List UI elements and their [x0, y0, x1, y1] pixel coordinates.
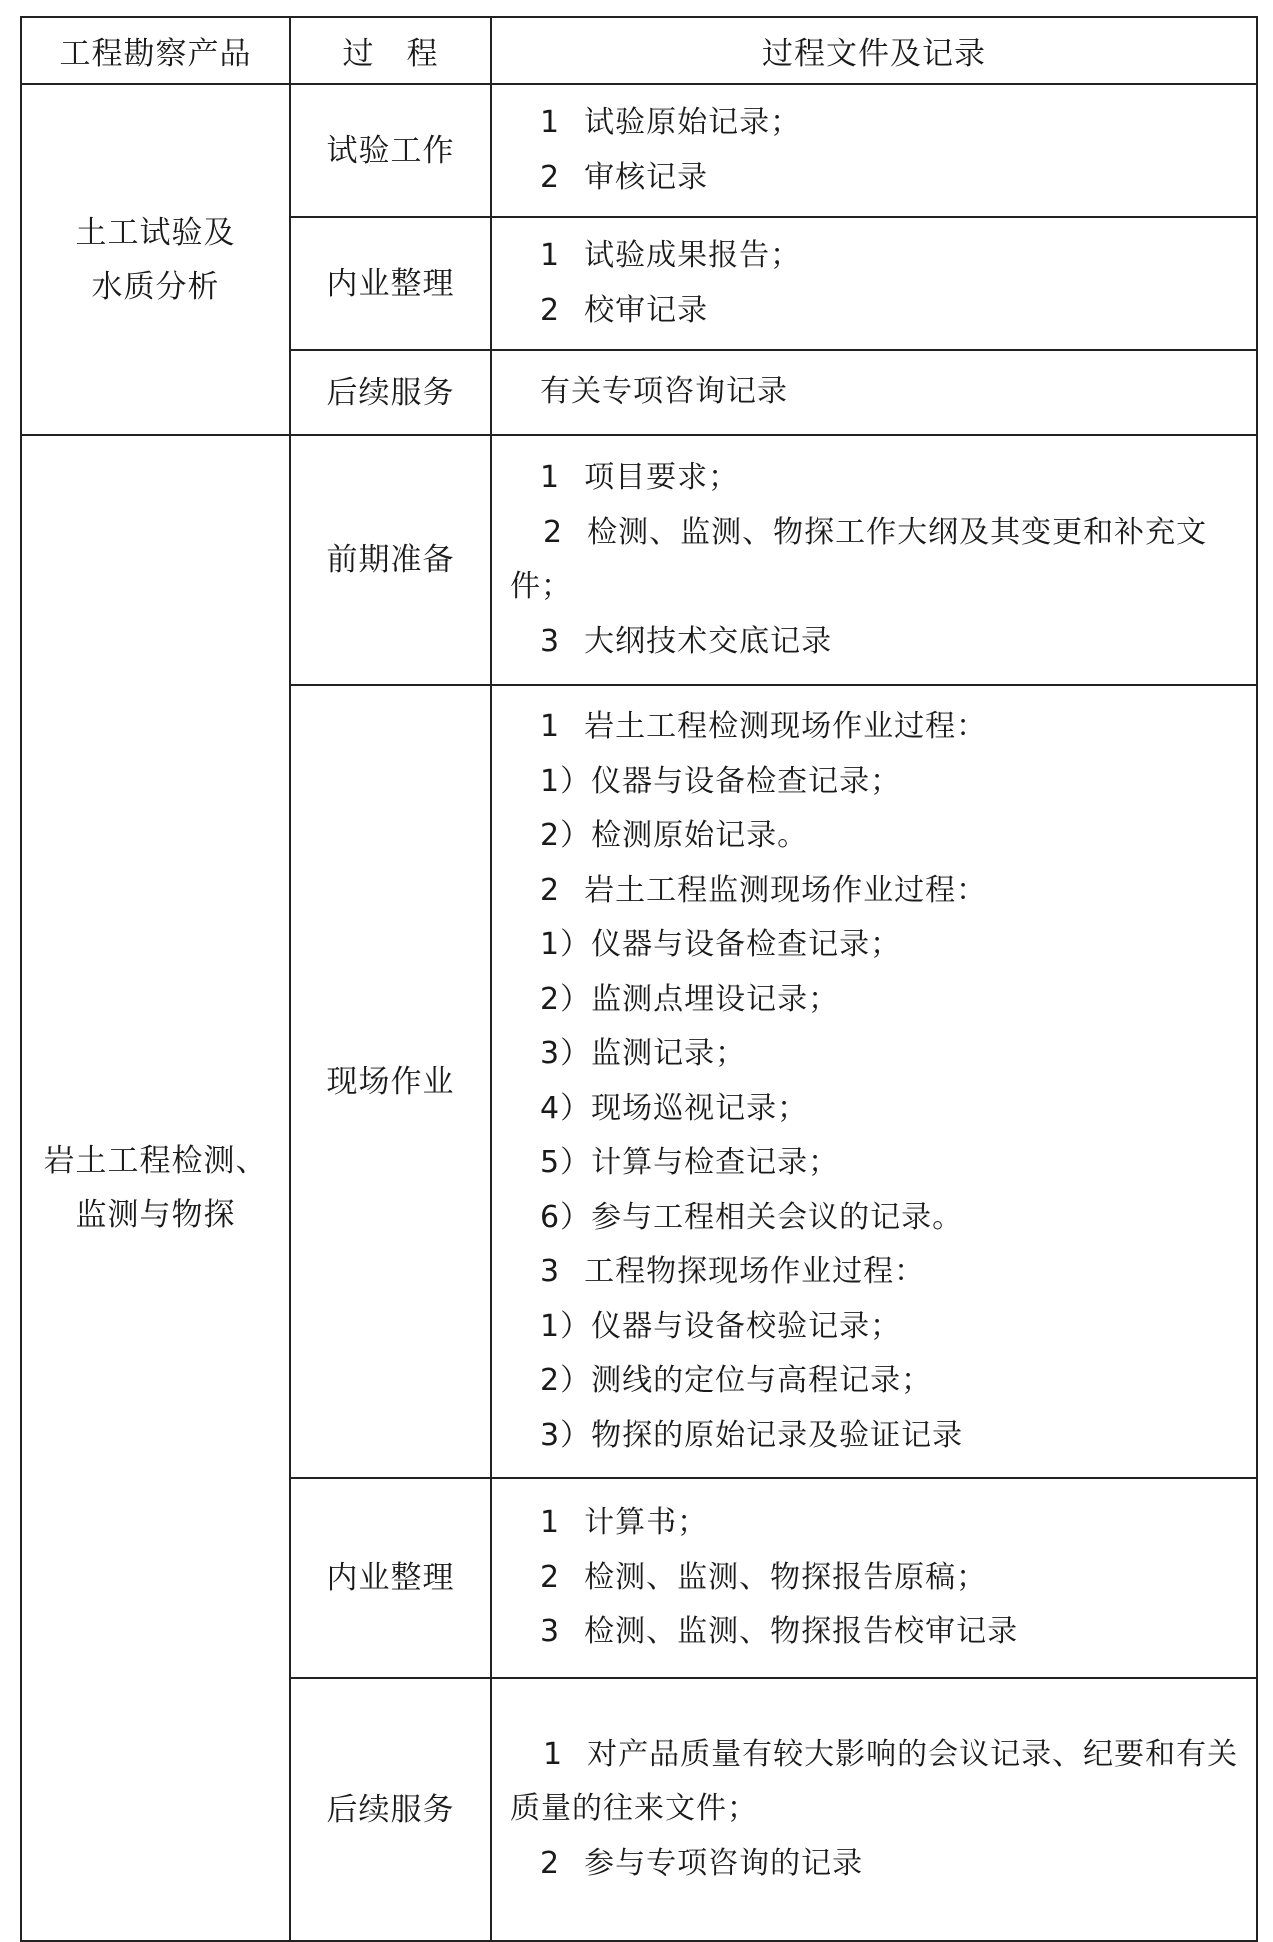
record-number: 3）: [540, 1417, 592, 1453]
record-number: 2: [543, 514, 564, 550]
record-line: [510, 1245, 1242, 1300]
process-records-table: [20, 16, 1258, 1942]
record-text: 现场巡视记录；: [591, 1090, 809, 1126]
record-line: [510, 1191, 1242, 1246]
records-cell: [491, 685, 1257, 1478]
record-text: 监测记录；: [591, 1036, 747, 1071]
record-line: [510, 1728, 1242, 1837]
record-text: 检测、监测、物探报告校审记录: [584, 1614, 1019, 1650]
record-text: 参与专项咨询的记录: [584, 1845, 864, 1881]
product-cell: [21, 84, 290, 435]
record-text: 监测点埋设记录；: [591, 981, 840, 1017]
record-text: 校审记录: [584, 292, 709, 328]
record-line: [510, 1082, 1242, 1137]
header-row: [21, 17, 1257, 84]
record-line: [510, 96, 1242, 151]
record-number: 3: [540, 623, 561, 659]
record-line: [510, 973, 1242, 1028]
record-number: 3）: [540, 1036, 592, 1071]
record-number: 2: [540, 1845, 561, 1881]
record-text: 检测、监测、物探报告原稿；: [584, 1559, 988, 1595]
records-cell: [491, 350, 1257, 435]
record-line: [510, 1300, 1242, 1355]
record-line: [510, 615, 1242, 670]
record-number: 3: [540, 1614, 561, 1650]
record-number: 1: [540, 460, 561, 495]
record-text: 有关专项咨询记录: [540, 374, 788, 410]
record-line: [510, 1605, 1242, 1660]
record-number: 5）: [540, 1145, 592, 1180]
record-text: 岩土工程检测现场作业过程：: [584, 709, 988, 744]
header-process: 过 程: [290, 17, 491, 84]
record-text: 试验原始记录；: [584, 105, 802, 140]
record-line: [510, 284, 1242, 339]
record-line: [510, 1027, 1242, 1082]
record-line: [510, 151, 1242, 206]
record-number: 1: [543, 1736, 564, 1772]
record-number: 1）: [540, 1308, 592, 1344]
record-line: [510, 1354, 1242, 1409]
process-cell: 后续服务: [290, 1678, 491, 1941]
records-cell: [491, 1678, 1257, 1941]
record-number: 1）: [540, 927, 592, 962]
table-body: [21, 84, 1257, 1941]
record-text: 仪器与设备校验记录；: [591, 1308, 902, 1344]
record-number: 1: [540, 105, 561, 140]
record-number: 2: [540, 292, 561, 328]
record-text: 岩土工程监测现场作业过程：: [584, 872, 988, 908]
record-text: 项目要求；: [584, 460, 740, 495]
product-label-line: 岩土工程检测、: [43, 1143, 268, 1179]
record-text: 计算与检查记录；: [591, 1145, 840, 1180]
record-text: 测线的定位与高程记录；: [591, 1363, 933, 1398]
record-number: 2）: [540, 981, 592, 1017]
record-number: 3: [540, 1254, 561, 1289]
record-line: [510, 700, 1242, 755]
record-number: 2）: [540, 818, 592, 853]
record-line: [510, 1136, 1242, 1191]
process-cell: 前期准备: [290, 435, 491, 685]
record-line: [510, 864, 1242, 919]
records-cell: [491, 217, 1257, 350]
product-label-line: 水质分析: [91, 268, 220, 305]
record-text: 大纲技术交底记录: [584, 623, 833, 659]
record-number: 1: [540, 1505, 561, 1541]
record-text: 计算书；: [584, 1505, 709, 1541]
record-line: [510, 506, 1242, 615]
record-number: 2: [540, 159, 561, 195]
record-number: 2: [540, 1559, 561, 1595]
record-text: 工程物探现场作业过程：: [584, 1254, 926, 1289]
process-cell: 试验工作: [290, 84, 491, 217]
record-number: 2: [540, 872, 561, 908]
table-row: [21, 435, 1257, 685]
record-line: [510, 1409, 1242, 1464]
record-line: [510, 809, 1242, 864]
process-cell: 内业整理: [290, 1478, 491, 1678]
record-line: [510, 365, 1242, 420]
table-row: [21, 84, 1257, 217]
record-text: 检测、监测、物探工作大纲及其变更和补充文件；: [510, 514, 1208, 604]
record-line: [510, 755, 1242, 810]
record-number: 6）: [540, 1199, 592, 1235]
record-text: 审核记录: [584, 159, 709, 195]
record-number: 1: [540, 709, 561, 744]
record-number: 1: [540, 238, 561, 273]
record-line: [510, 1551, 1242, 1606]
record-line: [510, 451, 1242, 506]
records-cell: [491, 1478, 1257, 1678]
product-cell: [21, 435, 290, 1941]
product-label-line: 土工试验及: [75, 214, 236, 251]
process-cell: 后续服务: [290, 350, 491, 435]
records-cell: [491, 435, 1257, 685]
record-number: 1）: [540, 763, 592, 799]
header-records: 过程文件及记录: [491, 17, 1257, 84]
record-text: 试验成果报告；: [584, 238, 802, 273]
product-label-line: 监测与物探: [75, 1197, 236, 1233]
header-product: 工程勘察产品: [21, 17, 290, 84]
record-text: 对产品质量有较大影响的会议记录、纪要和有关质量的往来文件；: [510, 1736, 1239, 1827]
process-cell: 现场作业: [290, 685, 491, 1478]
record-text: 物探的原始记录及验证记录: [591, 1417, 964, 1453]
record-text: 检测原始记录。: [591, 818, 809, 853]
process-cell: 内业整理: [290, 217, 491, 350]
record-text: 参与工程相关会议的记录。: [591, 1199, 964, 1235]
record-number: 2）: [540, 1363, 592, 1398]
records-cell: [491, 84, 1257, 217]
record-line: [510, 1496, 1242, 1551]
record-number: 4）: [540, 1090, 592, 1126]
record-line: [510, 229, 1242, 284]
record-line: [510, 1837, 1242, 1892]
record-text: 仪器与设备检查记录；: [591, 763, 902, 799]
record-line: [510, 918, 1242, 973]
record-text: 仪器与设备检查记录；: [591, 927, 902, 962]
